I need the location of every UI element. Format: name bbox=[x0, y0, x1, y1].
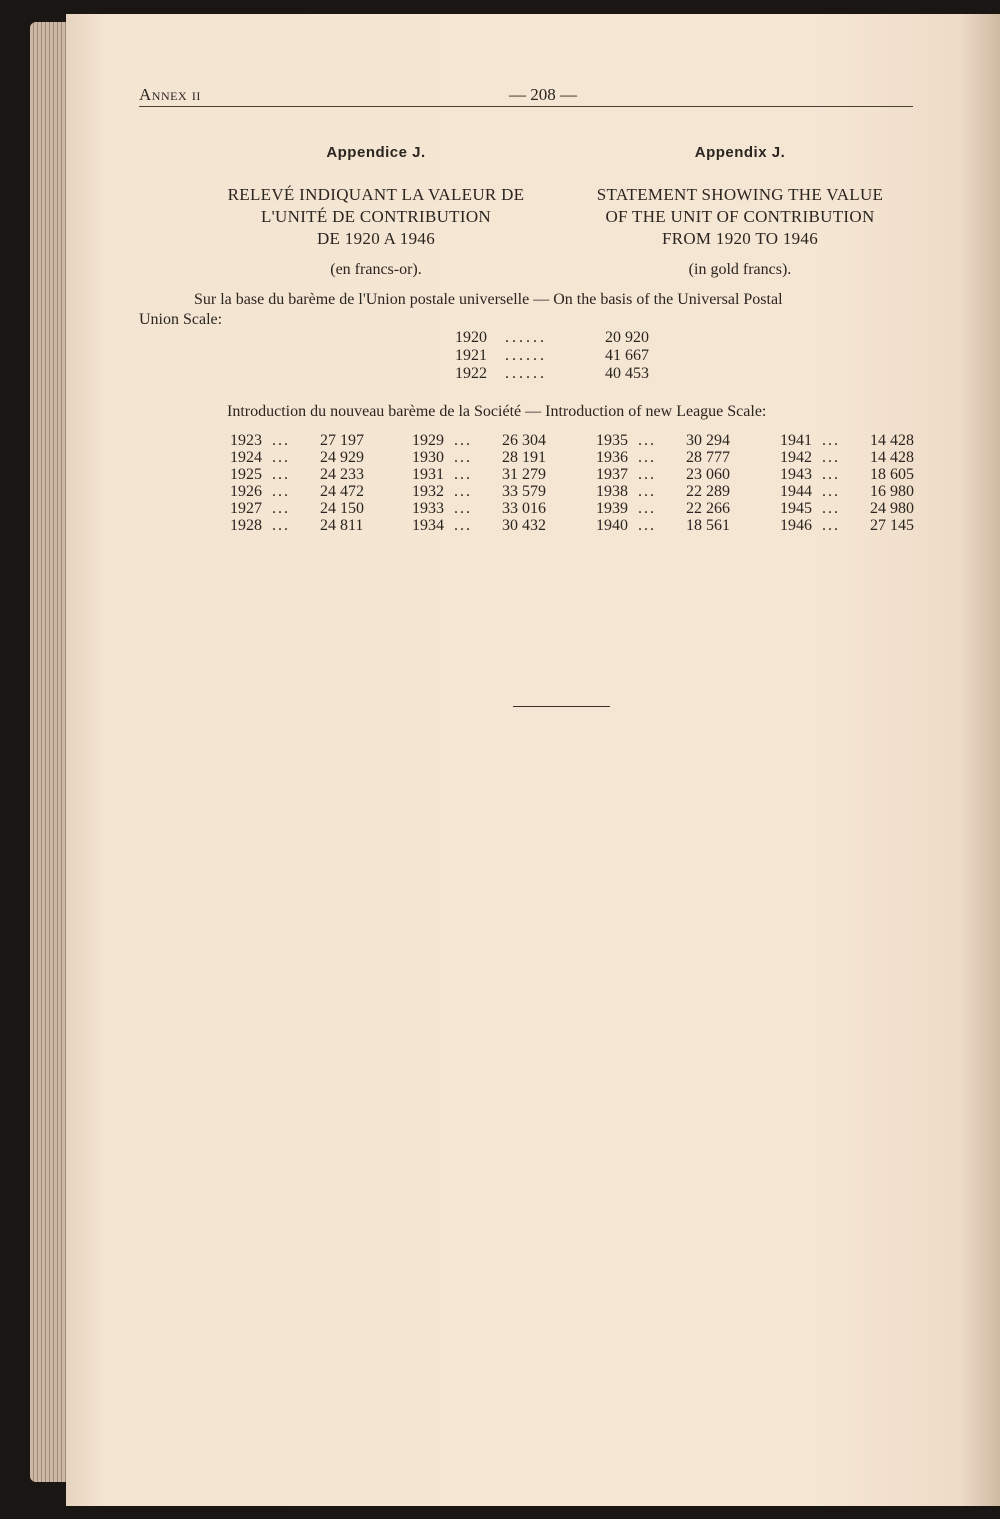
page-number: — 208 — bbox=[509, 85, 577, 104]
value-cell: 27 197 bbox=[320, 432, 364, 449]
leader-dots: ... bbox=[272, 466, 290, 483]
leader-dots: ...... bbox=[505, 365, 547, 382]
value-cell: 30 294 bbox=[686, 432, 730, 449]
year-cell: 1923 bbox=[230, 432, 262, 449]
value-cell: 22 266 bbox=[686, 500, 730, 517]
year-cell: 1922 bbox=[455, 365, 487, 382]
leader-dots: ... bbox=[638, 432, 656, 449]
year-cell: 1926 bbox=[230, 483, 262, 500]
value-cell: 24 150 bbox=[320, 500, 364, 517]
value-cell: 20 920 bbox=[605, 329, 649, 346]
year-cell: 1940 bbox=[596, 517, 628, 534]
year-cell: 1928 bbox=[230, 517, 262, 534]
league-column-4 bbox=[780, 432, 914, 534]
value-cell: 24 811 bbox=[320, 517, 364, 534]
french-title-line-2: L'UNITÉ DE CONTRIBUTION bbox=[261, 207, 491, 226]
value-cell: 27 145 bbox=[870, 517, 914, 534]
year-cell: 1925 bbox=[230, 466, 262, 483]
english-title-line-3: FROM 1920 TO 1946 bbox=[661, 229, 819, 248]
value-cell: 30 432 bbox=[502, 517, 546, 534]
table-row bbox=[455, 329, 649, 347]
value-cell: 31 279 bbox=[502, 466, 546, 483]
ups-intro-paragraph bbox=[139, 290, 914, 330]
leader-dots: ... bbox=[638, 449, 656, 466]
table-row bbox=[455, 347, 649, 365]
ups-intro-line-1: Sur la base du barème de l'Union postale universelle — On the basis of the Universal Postal bbox=[194, 291, 783, 308]
league-column-3 bbox=[596, 432, 730, 534]
leader-dots: ... bbox=[272, 449, 290, 466]
table-row bbox=[412, 483, 546, 500]
leader-dots: ... bbox=[272, 432, 290, 449]
table-row bbox=[230, 466, 364, 483]
value-cell: 24 233 bbox=[320, 466, 364, 483]
leader-dots: ... bbox=[272, 500, 290, 517]
table-row bbox=[412, 466, 546, 483]
year-cell: 1933 bbox=[412, 500, 444, 517]
value-cell: 33 016 bbox=[502, 500, 546, 517]
table-row bbox=[780, 500, 914, 517]
leader-dots: ... bbox=[454, 500, 472, 517]
leader-dots: ... bbox=[454, 449, 472, 466]
value-cell: 23 060 bbox=[686, 466, 730, 483]
leader-dots: ... bbox=[822, 483, 840, 500]
end-rule-divider bbox=[513, 706, 610, 707]
year-cell: 1942 bbox=[780, 449, 812, 466]
leader-dots: ...... bbox=[505, 347, 547, 364]
leader-dots: ... bbox=[822, 466, 840, 483]
table-row bbox=[230, 432, 364, 449]
leader-dots: ... bbox=[454, 466, 472, 483]
leader-dots: ... bbox=[822, 449, 840, 466]
table-row bbox=[780, 449, 914, 466]
value-cell: 14 428 bbox=[870, 432, 914, 449]
value-cell: 24 929 bbox=[320, 449, 364, 466]
french-title-line-3: DE 1920 A 1946 bbox=[316, 229, 435, 248]
leader-dots: ... bbox=[822, 432, 840, 449]
table-row bbox=[230, 500, 364, 517]
leader-dots: ... bbox=[638, 500, 656, 517]
year-cell: 1937 bbox=[596, 466, 628, 483]
leader-dots: ... bbox=[272, 517, 290, 534]
table-row bbox=[780, 432, 914, 449]
table-row bbox=[412, 517, 546, 534]
running-head-annex: Annex ii bbox=[139, 85, 201, 104]
year-cell: 1943 bbox=[780, 466, 812, 483]
table-row bbox=[455, 365, 649, 383]
table-row bbox=[596, 517, 730, 534]
french-appendix-label: Appendice J. bbox=[326, 144, 426, 161]
year-cell: 1945 bbox=[780, 500, 812, 517]
table-row bbox=[596, 449, 730, 466]
french-unit: (en francs-or). bbox=[330, 261, 422, 278]
english-appendix-label: Appendix J. bbox=[694, 144, 786, 161]
year-cell: 1936 bbox=[596, 449, 628, 466]
value-cell: 18 561 bbox=[686, 517, 730, 534]
table-row bbox=[780, 483, 914, 500]
year-cell: 1930 bbox=[412, 449, 444, 466]
leader-dots: ... bbox=[638, 466, 656, 483]
year-cell: 1931 bbox=[412, 466, 444, 483]
year-cell: 1938 bbox=[596, 483, 628, 500]
year-cell: 1944 bbox=[780, 483, 812, 500]
year-cell: 1927 bbox=[230, 500, 262, 517]
table-row bbox=[230, 449, 364, 466]
year-cell: 1929 bbox=[412, 432, 444, 449]
table-row bbox=[412, 500, 546, 517]
leader-dots: ...... bbox=[505, 329, 547, 346]
table-row bbox=[596, 466, 730, 483]
table-row bbox=[780, 466, 914, 483]
french-title-line-1: RELEVÉ INDIQUANT LA VALEUR DE bbox=[227, 185, 525, 204]
value-cell: 41 667 bbox=[605, 347, 649, 364]
table-row bbox=[596, 500, 730, 517]
league-column-2 bbox=[412, 432, 546, 534]
league-intro-line: Introduction du nouveau barème de la Société — Introduction of new League Scale: bbox=[227, 403, 767, 420]
table-row bbox=[230, 517, 364, 534]
ups-scale-table bbox=[455, 329, 649, 383]
running-head bbox=[139, 82, 913, 107]
value-cell: 33 579 bbox=[502, 483, 546, 500]
league-column-1 bbox=[230, 432, 364, 534]
year-cell: 1932 bbox=[412, 483, 444, 500]
leader-dots: ... bbox=[822, 500, 840, 517]
leader-dots: ... bbox=[822, 517, 840, 534]
value-cell: 26 304 bbox=[502, 432, 546, 449]
english-heading bbox=[540, 140, 940, 280]
table-row bbox=[596, 483, 730, 500]
year-cell: 1935 bbox=[596, 432, 628, 449]
ups-intro-line-2: Union Scale: bbox=[139, 311, 223, 328]
table-row bbox=[412, 449, 546, 466]
year-cell: 1921 bbox=[455, 347, 487, 364]
value-cell: 16 980 bbox=[870, 483, 914, 500]
value-cell: 40 453 bbox=[605, 365, 649, 382]
leader-dots: ... bbox=[454, 517, 472, 534]
value-cell: 24 472 bbox=[320, 483, 364, 500]
value-cell: 22 289 bbox=[686, 483, 730, 500]
english-unit: (in gold francs). bbox=[688, 261, 792, 278]
table-row bbox=[596, 432, 730, 449]
value-cell: 18 605 bbox=[870, 466, 914, 483]
french-heading bbox=[176, 140, 576, 280]
year-cell: 1924 bbox=[230, 449, 262, 466]
year-cell: 1941 bbox=[780, 432, 812, 449]
table-row bbox=[412, 432, 546, 449]
leader-dots: ... bbox=[272, 483, 290, 500]
table-row bbox=[780, 517, 914, 534]
year-cell: 1920 bbox=[455, 329, 487, 346]
value-cell: 14 428 bbox=[870, 449, 914, 466]
value-cell: 28 191 bbox=[502, 449, 546, 466]
leader-dots: ... bbox=[454, 483, 472, 500]
table-row bbox=[230, 483, 364, 500]
value-cell: 28 777 bbox=[686, 449, 730, 466]
value-cell: 24 980 bbox=[870, 500, 914, 517]
leader-dots: ... bbox=[638, 517, 656, 534]
page-gutter-shadow bbox=[960, 14, 1000, 1506]
english-title-line-2: OF THE UNIT OF CONTRIBUTION bbox=[605, 207, 875, 226]
year-cell: 1946 bbox=[780, 517, 812, 534]
year-cell: 1934 bbox=[412, 517, 444, 534]
leader-dots: ... bbox=[638, 483, 656, 500]
leader-dots: ... bbox=[454, 432, 472, 449]
english-title-line-1: STATEMENT SHOWING THE VALUE bbox=[596, 185, 884, 204]
year-cell: 1939 bbox=[596, 500, 628, 517]
